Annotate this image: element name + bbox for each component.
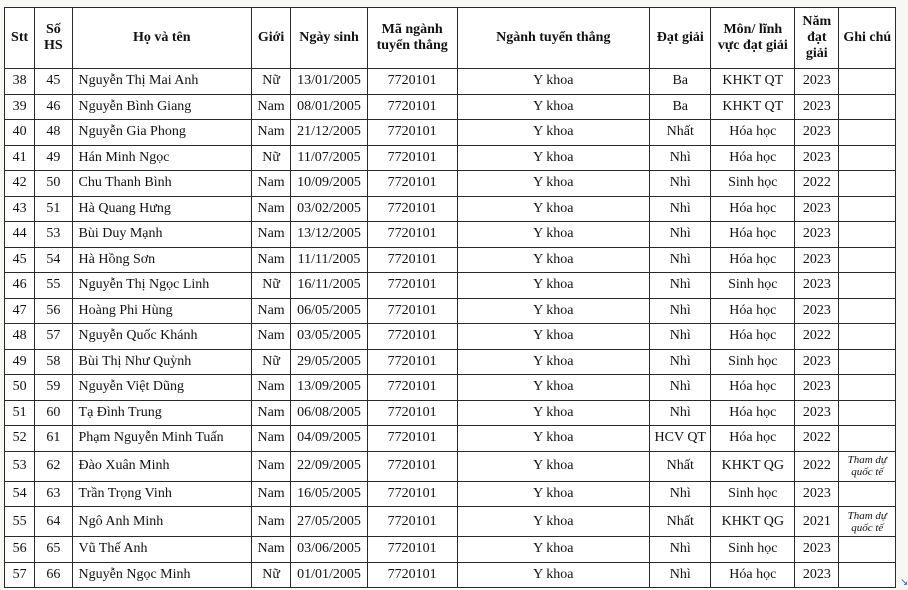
- cell-ho-ten: Nguyễn Bình Giang: [72, 94, 251, 120]
- cell-ma-nganh: 7720101: [367, 324, 457, 350]
- cell-so-hs: 45: [35, 69, 72, 95]
- cell-mon: Hóa học: [711, 120, 795, 146]
- cell-ho-ten: Ngô Anh Minh: [72, 507, 251, 537]
- cell-dat-giai: Nhất: [650, 451, 711, 481]
- cell-ngay-sinh: 04/09/2005: [291, 426, 368, 452]
- cell-gioi: Nam: [251, 537, 290, 563]
- cell-ho-ten: Chu Thanh Bình: [72, 171, 251, 197]
- cell-nganh: Y khoa: [457, 94, 650, 120]
- cell-dat-giai: Nhì: [650, 273, 711, 299]
- cell-ma-nganh: 7720101: [367, 145, 457, 171]
- document-page: [4, 7, 896, 590]
- table-row: [5, 324, 896, 350]
- cell-ngay-sinh: 22/09/2005: [291, 451, 368, 481]
- cell-so-hs: 56: [35, 298, 72, 324]
- cell-dat-giai: Nhì: [650, 375, 711, 401]
- table-row: [5, 298, 896, 324]
- cell-so-hs: 50: [35, 171, 72, 197]
- table-header: [5, 8, 896, 69]
- cell-stt: 50: [5, 375, 35, 401]
- cell-ghi-chu: [839, 375, 896, 401]
- cell-mon: Hóa học: [711, 562, 795, 588]
- header-ho-ten: Họ và tên: [72, 8, 251, 69]
- cell-ho-ten: Hán Minh Ngọc: [72, 145, 251, 171]
- cell-nam: 2022: [795, 451, 839, 481]
- cell-stt: 46: [5, 273, 35, 299]
- cell-ho-ten: Trần Trọng Vinh: [72, 481, 251, 507]
- table-row: [5, 247, 896, 273]
- cell-ho-ten: Tạ Đình Trung: [72, 400, 251, 426]
- cell-ghi-chu: [839, 69, 896, 95]
- cell-mon: Sinh học: [711, 349, 795, 375]
- cell-so-hs: 58: [35, 349, 72, 375]
- cell-ma-nganh: 7720101: [367, 298, 457, 324]
- header-ghi-chu: Ghi chú: [839, 8, 896, 69]
- cell-ho-ten: Đào Xuân Minh: [72, 451, 251, 481]
- cell-gioi: Nữ: [251, 69, 290, 95]
- cell-dat-giai: Ba: [650, 94, 711, 120]
- cell-nganh: Y khoa: [457, 196, 650, 222]
- cell-stt: 57: [5, 562, 35, 588]
- cell-ho-ten: Vũ Thế Anh: [72, 537, 251, 563]
- table-row: [5, 120, 896, 146]
- cell-mon: Hóa học: [711, 222, 795, 248]
- cell-mon: Hóa học: [711, 298, 795, 324]
- cell-nganh: Y khoa: [457, 426, 650, 452]
- cell-so-hs: 46: [35, 94, 72, 120]
- cell-nam: 2022: [795, 171, 839, 197]
- header-so-hs: Số HS: [35, 8, 72, 69]
- cell-stt: 47: [5, 298, 35, 324]
- cell-stt: 39: [5, 94, 35, 120]
- table-row: [5, 196, 896, 222]
- cell-ghi-chu: [839, 324, 896, 350]
- cell-nam: 2023: [795, 120, 839, 146]
- cell-stt: 52: [5, 426, 35, 452]
- cell-so-hs: 62: [35, 451, 72, 481]
- cell-nam: 2023: [795, 481, 839, 507]
- cell-ma-nganh: 7720101: [367, 481, 457, 507]
- header-nam: Năm đạt giải: [795, 8, 839, 69]
- cell-dat-giai: Nhì: [650, 349, 711, 375]
- cell-nam: 2023: [795, 145, 839, 171]
- cell-nganh: Y khoa: [457, 451, 650, 481]
- cell-stt: 48: [5, 324, 35, 350]
- cell-dat-giai: Nhì: [650, 196, 711, 222]
- cell-ngay-sinh: 29/05/2005: [291, 349, 368, 375]
- cell-ma-nganh: 7720101: [367, 375, 457, 401]
- cell-ghi-chu: [839, 222, 896, 248]
- cell-nam: 2023: [795, 196, 839, 222]
- cell-so-hs: 65: [35, 537, 72, 563]
- cell-ma-nganh: 7720101: [367, 562, 457, 588]
- cell-ngay-sinh: 16/11/2005: [291, 273, 368, 299]
- cell-gioi: Nam: [251, 507, 290, 537]
- cell-ma-nganh: 7720101: [367, 400, 457, 426]
- cell-ngay-sinh: 10/09/2005: [291, 171, 368, 197]
- cell-ngay-sinh: 13/12/2005: [291, 222, 368, 248]
- cell-so-hs: 49: [35, 145, 72, 171]
- cell-mon: Hóa học: [711, 145, 795, 171]
- table-row: [5, 171, 896, 197]
- cell-dat-giai: Nhất: [650, 507, 711, 537]
- header-stt: Stt: [5, 8, 35, 69]
- cell-nam: 2023: [795, 247, 839, 273]
- table-row: [5, 94, 896, 120]
- cell-gioi: Nữ: [251, 273, 290, 299]
- admission-table: [4, 7, 896, 588]
- table-row: [5, 481, 896, 507]
- cell-mon: KHKT QT: [711, 94, 795, 120]
- cell-mon: KHKT QT: [711, 69, 795, 95]
- cell-dat-giai: Nhì: [650, 400, 711, 426]
- cell-nganh: Y khoa: [457, 120, 650, 146]
- cell-stt: 56: [5, 537, 35, 563]
- cell-ghi-chu: [839, 537, 896, 563]
- cell-stt: 54: [5, 481, 35, 507]
- cell-ho-ten: Nguyễn Quốc Khánh: [72, 324, 251, 350]
- cell-nganh: Y khoa: [457, 537, 650, 563]
- cell-so-hs: 63: [35, 481, 72, 507]
- cell-ma-nganh: 7720101: [367, 247, 457, 273]
- cell-ho-ten: Hà Quang Hưng: [72, 196, 251, 222]
- cell-mon: Sinh học: [711, 273, 795, 299]
- cell-ngay-sinh: 11/07/2005: [291, 145, 368, 171]
- cell-gioi: Nam: [251, 324, 290, 350]
- header-ma-nganh: Mã ngành tuyển thẳng: [367, 8, 457, 69]
- cell-stt: 41: [5, 145, 35, 171]
- cell-ghi-chu: [839, 120, 896, 146]
- cell-mon: Sinh học: [711, 537, 795, 563]
- table-row: [5, 145, 896, 171]
- cell-ho-ten: Hà Hồng Sơn: [72, 247, 251, 273]
- cell-gioi: Nam: [251, 222, 290, 248]
- cell-mon: KHKT QG: [711, 507, 795, 537]
- cell-ho-ten: Nguyễn Thị Ngọc Linh: [72, 273, 251, 299]
- cell-so-hs: 55: [35, 273, 72, 299]
- cell-mon: Hóa học: [711, 247, 795, 273]
- cell-gioi: Nữ: [251, 145, 290, 171]
- cell-nganh: Y khoa: [457, 273, 650, 299]
- cell-stt: 49: [5, 349, 35, 375]
- cell-ma-nganh: 7720101: [367, 426, 457, 452]
- cell-nam: 2023: [795, 375, 839, 401]
- cell-ghi-chu: [839, 298, 896, 324]
- table-row: [5, 273, 896, 299]
- cell-so-hs: 66: [35, 562, 72, 588]
- cell-ngay-sinh: 16/05/2005: [291, 481, 368, 507]
- cell-ghi-chu: [839, 273, 896, 299]
- cell-gioi: Nam: [251, 451, 290, 481]
- table-row: [5, 451, 896, 481]
- cell-ngay-sinh: 03/05/2005: [291, 324, 368, 350]
- cell-stt: 40: [5, 120, 35, 146]
- cell-nganh: Y khoa: [457, 562, 650, 588]
- cell-ghi-chu: [839, 400, 896, 426]
- cell-ma-nganh: 7720101: [367, 94, 457, 120]
- cell-mon: Hóa học: [711, 324, 795, 350]
- cell-ho-ten: Nguyễn Thị Mai Anh: [72, 69, 251, 95]
- cell-so-hs: 54: [35, 247, 72, 273]
- cell-nganh: Y khoa: [457, 507, 650, 537]
- cell-so-hs: 51: [35, 196, 72, 222]
- table-row: [5, 375, 896, 401]
- cell-dat-giai: Nhì: [650, 298, 711, 324]
- cell-dat-giai: Nhất: [650, 120, 711, 146]
- cell-ngay-sinh: 03/02/2005: [291, 196, 368, 222]
- cell-ho-ten: Hoàng Phi Hùng: [72, 298, 251, 324]
- cell-nam: 2021: [795, 507, 839, 537]
- cell-ghi-chu: [839, 145, 896, 171]
- cell-ngay-sinh: 21/12/2005: [291, 120, 368, 146]
- cell-nam: 2023: [795, 349, 839, 375]
- table-row: [5, 426, 896, 452]
- cell-ho-ten: Phạm Nguyễn Minh Tuấn: [72, 426, 251, 452]
- cell-gioi: Nam: [251, 375, 290, 401]
- cell-stt: 44: [5, 222, 35, 248]
- cell-nganh: Y khoa: [457, 247, 650, 273]
- cell-gioi: Nam: [251, 171, 290, 197]
- cell-mon: Hóa học: [711, 400, 795, 426]
- cell-nam: 2023: [795, 562, 839, 588]
- cell-gioi: Nam: [251, 196, 290, 222]
- header-ngay-sinh: Ngày sinh: [291, 8, 368, 69]
- cell-gioi: Nam: [251, 400, 290, 426]
- cell-nganh: Y khoa: [457, 324, 650, 350]
- page-corner-icon: ↘: [900, 577, 908, 588]
- cell-stt: 51: [5, 400, 35, 426]
- cell-ma-nganh: 7720101: [367, 349, 457, 375]
- cell-ma-nganh: 7720101: [367, 120, 457, 146]
- cell-dat-giai: Nhì: [650, 324, 711, 350]
- cell-gioi: Nam: [251, 120, 290, 146]
- header-gioi: Giới: [251, 8, 290, 69]
- cell-ghi-chu: [839, 426, 896, 452]
- cell-stt: 45: [5, 247, 35, 273]
- cell-gioi: Nữ: [251, 349, 290, 375]
- cell-so-hs: 57: [35, 324, 72, 350]
- cell-ngay-sinh: 01/01/2005: [291, 562, 368, 588]
- cell-ngay-sinh: 08/01/2005: [291, 94, 368, 120]
- cell-nam: 2023: [795, 69, 839, 95]
- cell-ghi-chu: [839, 349, 896, 375]
- cell-ngay-sinh: 27/05/2005: [291, 507, 368, 537]
- cell-stt: 43: [5, 196, 35, 222]
- cell-ma-nganh: 7720101: [367, 273, 457, 299]
- cell-gioi: Nam: [251, 247, 290, 273]
- cell-dat-giai: Nhì: [650, 222, 711, 248]
- cell-gioi: Nam: [251, 94, 290, 120]
- cell-ghi-chu: [839, 481, 896, 507]
- cell-mon: Hóa học: [711, 196, 795, 222]
- header-nganh: Ngành tuyển thẳng: [457, 8, 650, 69]
- cell-stt: 53: [5, 451, 35, 481]
- cell-ho-ten: Bùi Duy Mạnh: [72, 222, 251, 248]
- cell-stt: 38: [5, 69, 35, 95]
- cell-nganh: Y khoa: [457, 400, 650, 426]
- cell-so-hs: 53: [35, 222, 72, 248]
- cell-gioi: Nam: [251, 426, 290, 452]
- cell-ma-nganh: 7720101: [367, 537, 457, 563]
- table-row: [5, 537, 896, 563]
- cell-dat-giai: Nhì: [650, 562, 711, 588]
- cell-so-hs: 61: [35, 426, 72, 452]
- cell-ghi-chu: Tham dự quốc tế: [839, 451, 896, 481]
- cell-nganh: Y khoa: [457, 375, 650, 401]
- cell-nganh: Y khoa: [457, 222, 650, 248]
- cell-dat-giai: Ba: [650, 69, 711, 95]
- cell-nam: 2023: [795, 273, 839, 299]
- cell-ma-nganh: 7720101: [367, 222, 457, 248]
- cell-gioi: Nam: [251, 298, 290, 324]
- cell-nam: 2022: [795, 324, 839, 350]
- cell-ma-nganh: 7720101: [367, 451, 457, 481]
- cell-ghi-chu: [839, 94, 896, 120]
- cell-ma-nganh: 7720101: [367, 69, 457, 95]
- table-row: [5, 349, 896, 375]
- table-row: [5, 69, 896, 95]
- cell-ngay-sinh: 06/08/2005: [291, 400, 368, 426]
- cell-ghi-chu: Tham dự quốc tế: [839, 507, 896, 537]
- cell-ngay-sinh: 03/06/2005: [291, 537, 368, 563]
- cell-so-hs: 60: [35, 400, 72, 426]
- cell-ma-nganh: 7720101: [367, 507, 457, 537]
- cell-gioi: Nam: [251, 481, 290, 507]
- cell-mon: KHKT QG: [711, 451, 795, 481]
- cell-ho-ten: Bùi Thị Như Quỳnh: [72, 349, 251, 375]
- cell-nganh: Y khoa: [457, 481, 650, 507]
- cell-ngay-sinh: 13/01/2005: [291, 69, 368, 95]
- cell-ngay-sinh: 13/09/2005: [291, 375, 368, 401]
- cell-ngay-sinh: 11/11/2005: [291, 247, 368, 273]
- cell-mon: Sinh học: [711, 171, 795, 197]
- cell-ho-ten: Nguyễn Gia Phong: [72, 120, 251, 146]
- cell-nam: 2023: [795, 400, 839, 426]
- cell-ma-nganh: 7720101: [367, 196, 457, 222]
- cell-dat-giai: HCV QT: [650, 426, 711, 452]
- cell-nganh: Y khoa: [457, 171, 650, 197]
- cell-dat-giai: Nhì: [650, 171, 711, 197]
- cell-nganh: Y khoa: [457, 145, 650, 171]
- header-dat-giai: Đạt giải: [650, 8, 711, 69]
- cell-nam: 2023: [795, 222, 839, 248]
- header-mon: Môn/ lĩnh vực đạt giải: [711, 8, 795, 69]
- cell-nam: 2023: [795, 537, 839, 563]
- cell-ghi-chu: [839, 247, 896, 273]
- cell-nganh: Y khoa: [457, 69, 650, 95]
- cell-nam: 2023: [795, 94, 839, 120]
- table-row: [5, 222, 896, 248]
- cell-so-hs: 48: [35, 120, 72, 146]
- cell-gioi: Nữ: [251, 562, 290, 588]
- cell-mon: Sinh học: [711, 481, 795, 507]
- table-row: [5, 400, 896, 426]
- cell-ho-ten: Nguyễn Việt Dũng: [72, 375, 251, 401]
- cell-mon: Hóa học: [711, 375, 795, 401]
- cell-stt: 55: [5, 507, 35, 537]
- cell-nam: 2022: [795, 426, 839, 452]
- cell-ma-nganh: 7720101: [367, 171, 457, 197]
- cell-ngay-sinh: 06/05/2005: [291, 298, 368, 324]
- table-row: [5, 507, 896, 537]
- cell-nam: 2023: [795, 298, 839, 324]
- table-row: [5, 562, 896, 588]
- cell-ghi-chu: [839, 562, 896, 588]
- cell-dat-giai: Nhì: [650, 145, 711, 171]
- cell-so-hs: 59: [35, 375, 72, 401]
- cell-so-hs: 64: [35, 507, 72, 537]
- cell-mon: Hóa học: [711, 426, 795, 452]
- cell-ghi-chu: [839, 171, 896, 197]
- cell-dat-giai: Nhì: [650, 481, 711, 507]
- table-body: [5, 69, 896, 588]
- cell-ghi-chu: [839, 196, 896, 222]
- cell-dat-giai: Nhì: [650, 247, 711, 273]
- cell-dat-giai: Nhì: [650, 537, 711, 563]
- cell-ho-ten: Nguyễn Ngọc Minh: [72, 562, 251, 588]
- cell-stt: 42: [5, 171, 35, 197]
- cell-nganh: Y khoa: [457, 349, 650, 375]
- cell-nganh: Y khoa: [457, 298, 650, 324]
